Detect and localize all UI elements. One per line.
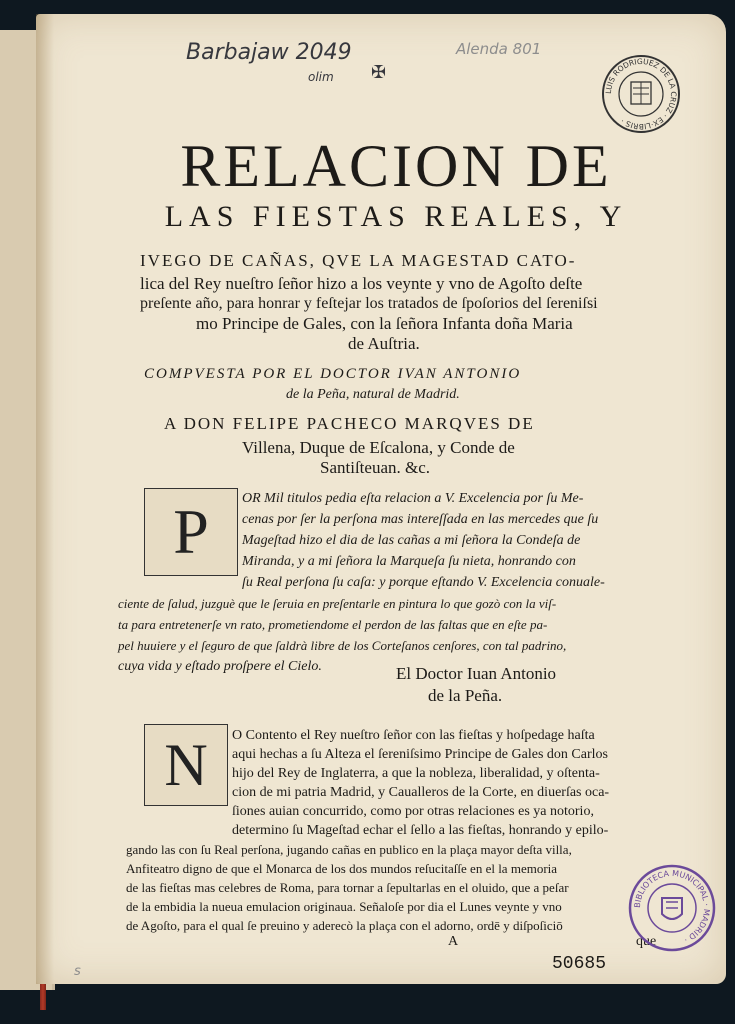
author-line-2: de la Peña, natural de Madrid. — [286, 387, 460, 402]
library-seal — [628, 864, 716, 952]
ex-libris-stamp — [601, 54, 681, 134]
letter-line: cuya vida y eſtado proſpere el Cielo. — [118, 659, 322, 674]
initial-letter: P — [173, 496, 209, 567]
body-line: de las fieſtas mas celebres de Roma, para tornar a ſepultarlas en el oluido, que a peſar — [126, 880, 569, 895]
letter-line: ciente de ſalud, juzguè que le ſeruia en preſentarle en pintura lo que gozò con la viſ- — [118, 596, 557, 611]
letter-line: OR Mil titulos pedia eſta relacion a V. Excelencia por ſu Me- — [242, 491, 584, 506]
library-stamp — [628, 864, 716, 952]
signature-line-1: El Doctor Iuan Antonio — [396, 664, 557, 683]
dedication-line-1: A DON FELIPE PACHECO MARQVES DE — [164, 414, 535, 433]
cross-mark: ✠ — [371, 62, 387, 83]
title-line-2: LAS FIESTAS REALES, Y — [164, 200, 628, 233]
dedication-line-2: Villena, Duque de Eſcalona, y Conde de — [242, 438, 515, 457]
pencil-reference: Alenda 801 — [456, 40, 542, 58]
dedication-line-3: Santiſteuan. &c. — [320, 458, 431, 477]
title-text-line: mo Principe de Gales, con la ſeñora Infanta doña Maria — [196, 314, 573, 333]
title-line-1: RELACION DE — [180, 133, 612, 199]
body-line: ſiones auian concurrido, como por otras relaciones es ya notorio, — [232, 804, 594, 819]
document-page — [36, 14, 726, 984]
author-line-1: COMPVESTA POR EL DOCTOR IVAN ANTONIO — [144, 366, 522, 382]
letter-line: cenas por ſer la perſona mas intereſſada en las mercedes que ſu — [242, 512, 599, 527]
body-line: Anfiteatro digno de que el Monarca de los dos mundos reſucitaſſe en el la memoria — [126, 861, 558, 876]
library-ring-text: BIBLIOTECA MUNICIPAL · MADRID · — [632, 868, 712, 945]
ex-libris-ring-text: LUIS RODRIGUEZ DE LA CRUZ · EX·LIBRIS · — [603, 56, 679, 132]
title-text-line: preſente año, para honrar y feſtejar los tratados de ſpoſorios del ſereniſsi — [140, 295, 598, 312]
body-line: O Contento el Rey nueſtro ſeñor con las fieſtas y hoſpedage haſta — [232, 728, 595, 743]
catchword: que — [636, 934, 657, 949]
body-line: de la embidia la nueua emulacion originaua. Señaloſe por dia el Lunes veynte y vno — [126, 899, 562, 914]
letter-line: Mageſtad hizo el dia de las cañas a mi ſeñora la Condeſa de — [242, 533, 581, 548]
accession-number: 50685 — [552, 954, 607, 974]
signature-line-2: de la Peña. — [428, 686, 503, 705]
decorated-initial-n — [144, 724, 228, 806]
body-line: hijo del Rey de Inglaterra, a que la nobleza, liberalidad, y oſtenta- — [232, 766, 600, 781]
svg-text:BIBLIOTECA MUNICIPAL · MADRID — [633, 869, 711, 944]
letter-line: Miranda, y a mi ſeñora la Marqueſa ſu nieta, honrando con — [242, 554, 576, 569]
title-line-3: IVEGO DE CAÑAS, QVE LA MAGESTAD CATO- — [140, 251, 577, 270]
title-text-line: de Auſtria. — [348, 334, 420, 353]
catalog-handwriting-sub: olim — [308, 70, 334, 84]
signature-mark: A — [448, 934, 459, 949]
body-line: determino ſu Mageſtad echar el ſello a las fieſtas, honrando y epilo- — [232, 823, 609, 838]
catalog-handwriting: Barbajaw 2049 — [186, 40, 352, 65]
letter-line: ſu Real perſona ſu caſa: y porque eſtando V. Excelencia conuale- — [242, 575, 605, 590]
body-line: cion de mi patria Madrid, y Caualleros de la Corte, en diuerſas oca- — [232, 785, 610, 800]
initial-letter: N — [164, 731, 208, 798]
margin-mark: s — [74, 964, 81, 979]
decorated-initial-p — [144, 488, 238, 576]
letter-line: ta para entretenerſe vn rato, prometiendome el perdon de las faltas que en eſte pa- — [118, 617, 548, 632]
title-text-line: lica del Rey nueſtro ſeñor hizo a los veynte y vno de Agoſto deſte — [140, 274, 583, 293]
ex-libris-seal — [601, 54, 681, 134]
body-line: gando las con ſu Real perſona, jugando cañas en publico en la plaça mayor deſta villa, — [126, 842, 572, 857]
body-line: de Agoſto, para el qual ſe preuino y aderecò la plaça con el adorno, ordē y diſpoſiciō — [126, 918, 563, 933]
letter-line: pel huuiere y el ſeguro de que ſaldrà libre de los Corteſanos cenſores, con tal padrino, — [118, 638, 567, 653]
body-line: aqui hechas a ſu Alteza el ſereniſsimo Principe de Gales don Carlos — [232, 747, 608, 762]
